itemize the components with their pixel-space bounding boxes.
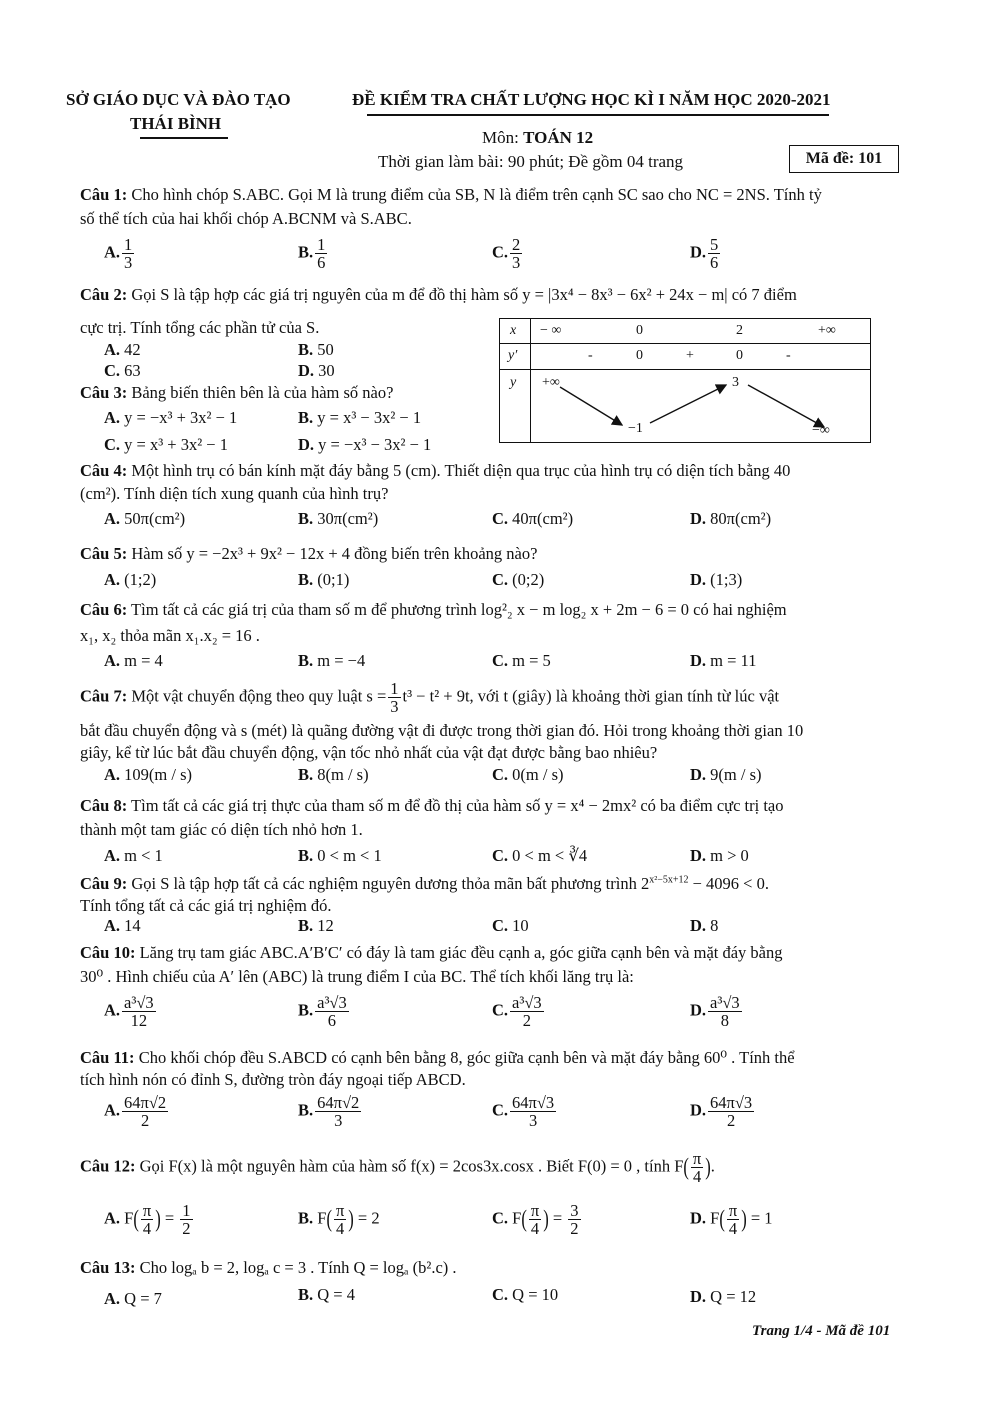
q11-option-c[interactable]: C. $\frac{64\pi√3}{3}$ <box>492 1093 555 1131</box>
q6-option-b[interactable]: B. m = −4 <box>298 651 366 670</box>
q9-option-d[interactable]: D. 8 <box>690 916 719 935</box>
q8-line2: thành một tam giác có diện tích nhỏ hơn 1. <box>80 820 363 839</box>
vt-arrows <box>500 319 872 444</box>
q4-line1: Câu 4: Một hình trụ có bán kính mặt đáy bằng 5 (cm). Thiết diện qua trục của hình trụ có diện tích bằng 40 <box>80 461 791 480</box>
q4-line2: (cm²). Tính diện tích xung quanh của hình trụ? <box>80 484 389 503</box>
q11-option-d[interactable]: D. $\frac{64\pi√3}{2}$ <box>690 1093 753 1131</box>
q8-option-b[interactable]: B. 0 < m < 1 <box>298 846 382 865</box>
vt-yp-val: 0 <box>636 348 643 363</box>
q13-option-d[interactable]: D. Q = 12 <box>690 1287 757 1306</box>
q1-option-a[interactable]: A. $\frac{1}{3}$ <box>104 235 133 273</box>
q12-option-a[interactable]: A. F( $\frac{\pi}{4}$ ) = $\frac{1}{2}$ <box>104 1201 191 1239</box>
q10-line2: 30⁰ . Hình chiếu của A′ lên (ABC) là trung điểm I của BC. Thể tích khối lăng trụ là: <box>80 967 634 986</box>
q5-option-d[interactable]: D. (1;3) <box>690 570 743 589</box>
vt-x-label: x <box>510 323 517 338</box>
q6-option-c[interactable]: C. m = 5 <box>492 651 551 670</box>
q10-line1: Câu 10: Lăng trụ tam giác ABC.A′B′C′ có đáy là tam giác đều cạnh a, góc giữa cạnh bên và mặt đáy bằng <box>80 943 783 962</box>
q9-option-a[interactable]: A. 14 <box>104 916 141 935</box>
q2-line2: cực trị. Tính tổng các phần tử của S. <box>80 318 320 337</box>
q5-option-a[interactable]: A. (1;2) <box>104 570 157 589</box>
q4-option-b[interactable]: B. 30π(cm²) <box>298 509 379 528</box>
q13-option-b[interactable]: B. Q = 4 <box>298 1285 355 1304</box>
variation-table <box>499 318 871 443</box>
q10-option-d[interactable]: D. $\frac{\text{a³√3}}{8}$ <box>690 993 740 1031</box>
q4-option-c[interactable]: C. 40π(cm²) <box>492 509 574 528</box>
q3-option-b[interactable]: B. y = x³ − 3x² − 1 <box>298 408 422 427</box>
q9-option-b[interactable]: B. 12 <box>298 916 334 935</box>
q7-option-d[interactable]: D. 9(m / s) <box>690 765 762 784</box>
q8-option-d[interactable]: D. m > 0 <box>690 846 749 865</box>
q7-option-b[interactable]: B. 8(m / s) <box>298 765 369 784</box>
vt-arrow-down <box>560 387 622 425</box>
q13-option-a[interactable]: A. Q = 7 <box>104 1289 162 1308</box>
q6-line2: x₁, x₂ thỏa mãn x₁.x₂ = 16 . <box>80 626 260 645</box>
vt-y-label: y <box>510 375 517 390</box>
q8-option-c[interactable]: C. 0 < m < ∛4 <box>492 846 588 865</box>
q3-option-c[interactable]: C. y = x³ + 3x² − 1 <box>104 435 228 454</box>
q9-option-c[interactable]: C. 10 <box>492 916 529 935</box>
vt-x-val: − ∞ <box>540 323 562 338</box>
vt-arrow-up <box>650 385 726 423</box>
org-line2: THÁI BÌNH <box>130 114 222 133</box>
q2-option-c[interactable]: C. 63 <box>104 361 141 380</box>
vt-y-val: +∞ <box>542 375 560 390</box>
title-underline <box>367 114 829 116</box>
q3-option-a[interactable]: A. y = −x³ + 3x² − 1 <box>104 408 238 427</box>
vt-x-val: 0 <box>636 323 643 338</box>
org-line1: SỞ GIÁO DỤC VÀ ĐÀO TẠO <box>66 90 291 109</box>
q11-option-a[interactable]: A. $\frac{64\pi√2}{2}$ <box>104 1093 167 1131</box>
q3-option-d[interactable]: D. y = −x³ − 3x² − 1 <box>298 435 432 454</box>
q2-option-d[interactable]: D. 30 <box>298 361 335 380</box>
q5-option-c[interactable]: C. (0;2) <box>492 570 545 589</box>
page-footer: Trang 1/4 - Mã đề 101 <box>752 1323 891 1339</box>
vt-yp-val: + <box>686 348 694 363</box>
vt-yp-val: - <box>786 348 791 363</box>
q6-line1: Câu 6: Tìm tất cả các giá trị của tham số m để phương trình log²₂ x − m log₂ x + 2m − 6 = 0 có hai nghiệm <box>80 600 787 619</box>
q5-option-b[interactable]: B. (0;1) <box>298 570 350 589</box>
q12-option-b[interactable]: B. F( $\frac{\pi}{4}$ ) = 2 <box>298 1201 380 1239</box>
q1-option-c[interactable]: C. $\frac{2}{3}$ <box>492 235 521 273</box>
q10-option-c[interactable]: C. $\frac{\text{a³√3}}{2}$ <box>492 993 542 1031</box>
org-underline <box>140 137 228 139</box>
vt-y-val: 3 <box>732 375 739 390</box>
exam-code-box: Mã đề: 101 <box>789 145 899 173</box>
vt-x-val: +∞ <box>818 323 836 338</box>
q11-option-b[interactable]: B. $\frac{64\pi√2}{3}$ <box>298 1093 360 1131</box>
time-info: Thời gian làm bài: 90 phút; Đề gồm 04 trang <box>378 152 684 171</box>
q6-option-d[interactable]: D. m = 11 <box>690 651 757 670</box>
q4-option-a[interactable]: A. 50π(cm²) <box>104 509 186 528</box>
q11-line2: tích hình nón có đỉnh S, đường tròn đáy ngoại tiếp ABCD. <box>80 1070 466 1089</box>
q7-option-a[interactable]: A. 109(m / s) <box>104 765 193 784</box>
q13-line1: Câu 13: Cho logₐ b = 2, logₐ c = 3 . Tính Q = logₐ (b².c) . <box>80 1258 457 1277</box>
q7-line2: bắt đầu chuyển động và s (mét) là quãng đường vật đi được trong thời gian đó. Hỏi trong khoảng thời gian 10 <box>80 721 804 740</box>
q7-line1: Câu 7: Một vật chuyển động theo quy luật s = $\frac{1}{3}$ t³ − t² + 9t, với t (giây) là khoảng thời gian tính từ lúc vật <box>80 679 780 717</box>
vt-yp-val: - <box>588 348 593 363</box>
q11-line1: Câu 11: Cho khối chóp đều S.ABCD có cạnh bên bằng 8, góc giữa cạnh bên và mặt đáy bằng 60⁰ . Tính thể <box>80 1048 795 1067</box>
q5-line1: Câu 5: Hàm số y = −2x³ + 9x² − 12x + 4 đồng biến trên khoảng nào? <box>80 544 538 563</box>
q10-option-a[interactable]: A. $\frac{\text{a³√3}}{12}$ <box>104 993 154 1031</box>
q1-option-d[interactable]: D. $\frac{5}{6}$ <box>690 235 719 273</box>
subject-line: Môn: TOÁN 12 <box>482 128 594 147</box>
q13-option-c[interactable]: C. Q = 10 <box>492 1285 559 1304</box>
vt-y-val: −1 <box>628 421 643 436</box>
q4-option-d[interactable]: D. 80π(cm²) <box>690 509 772 528</box>
q7-option-c[interactable]: C. 0(m / s) <box>492 765 564 784</box>
exam-title: ĐỀ KIỂM TRA CHẤT LƯỢNG HỌC KÌ I NĂM HỌC 2020-2021 <box>352 90 831 109</box>
q2-line1: Câu 2: Gọi S là tập hợp các giá trị nguyên của m để đồ thị hàm số y = |3x⁴ − 8x³ − 6x² + 24x − m| có 7 điểm <box>80 285 797 304</box>
q7-line3: giây, kể từ lúc bắt đầu chuyển động, vận tốc nhỏ nhất của vật đạt được bằng bao nhiêu? <box>80 743 658 762</box>
q8-option-a[interactable]: A. m < 1 <box>104 846 163 865</box>
q1-option-b[interactable]: B. $\frac{1}{6}$ <box>298 235 326 273</box>
q1-line2: số thể tích của hai khối chóp A.BCNM và S.ABC. <box>80 209 412 228</box>
q12-option-c[interactable]: C. F( $\frac{\pi}{4}$ ) = $\frac{3}{2}$ <box>492 1201 579 1239</box>
vt-yp-val: 0 <box>736 348 743 363</box>
q6-option-a[interactable]: A. m = 4 <box>104 651 163 670</box>
vt-yp-label: y′ <box>508 348 518 363</box>
q1-line1: Câu 1: Cho hình chóp S.ABC. Gọi M là trung điểm của SB, N là điểm trên cạnh SC sao cho NC = 2NS. Tính tỷ <box>80 185 822 204</box>
q12-option-d[interactable]: D. F( $\frac{\pi}{4}$ ) = 1 <box>690 1201 773 1239</box>
q10-option-b[interactable]: B. $\frac{\text{a³√3}}{6}$ <box>298 993 347 1031</box>
q8-line1: Câu 8: Tìm tất cả các giá trị thực của tham số m để đồ thị của hàm số y = x⁴ − 2mx² có ba điểm cực trị tạo <box>80 796 784 815</box>
q12-line1: Câu 12: Gọi F(x) là một nguyên hàm của hàm số f(x) = 2cos3x.cosx . Biết F(0) = 0 , tính F( $\frac{\pi}{4}$ ). <box>80 1149 715 1187</box>
q2-option-a[interactable]: A. 42 <box>104 340 141 359</box>
vt-y-val: −∞ <box>812 423 830 438</box>
vt-x-val: 2 <box>736 323 743 338</box>
q9-line2: Tính tổng tất cả các giá trị nghiệm đó. <box>80 896 332 915</box>
vt-arrow-down <box>748 385 824 427</box>
q9-line1: Câu 9: Gọi S là tập hợp tất cả các nghiệm nguyên dương thỏa mãn bất phương trình $2^{x^2-5x+12} - 4096 < 0$. <box>80 874 769 893</box>
q2-option-b[interactable]: B. 50 <box>298 340 334 359</box>
q3-line1: Câu 3: Bảng biến thiên bên là của hàm số nào? <box>80 383 394 402</box>
